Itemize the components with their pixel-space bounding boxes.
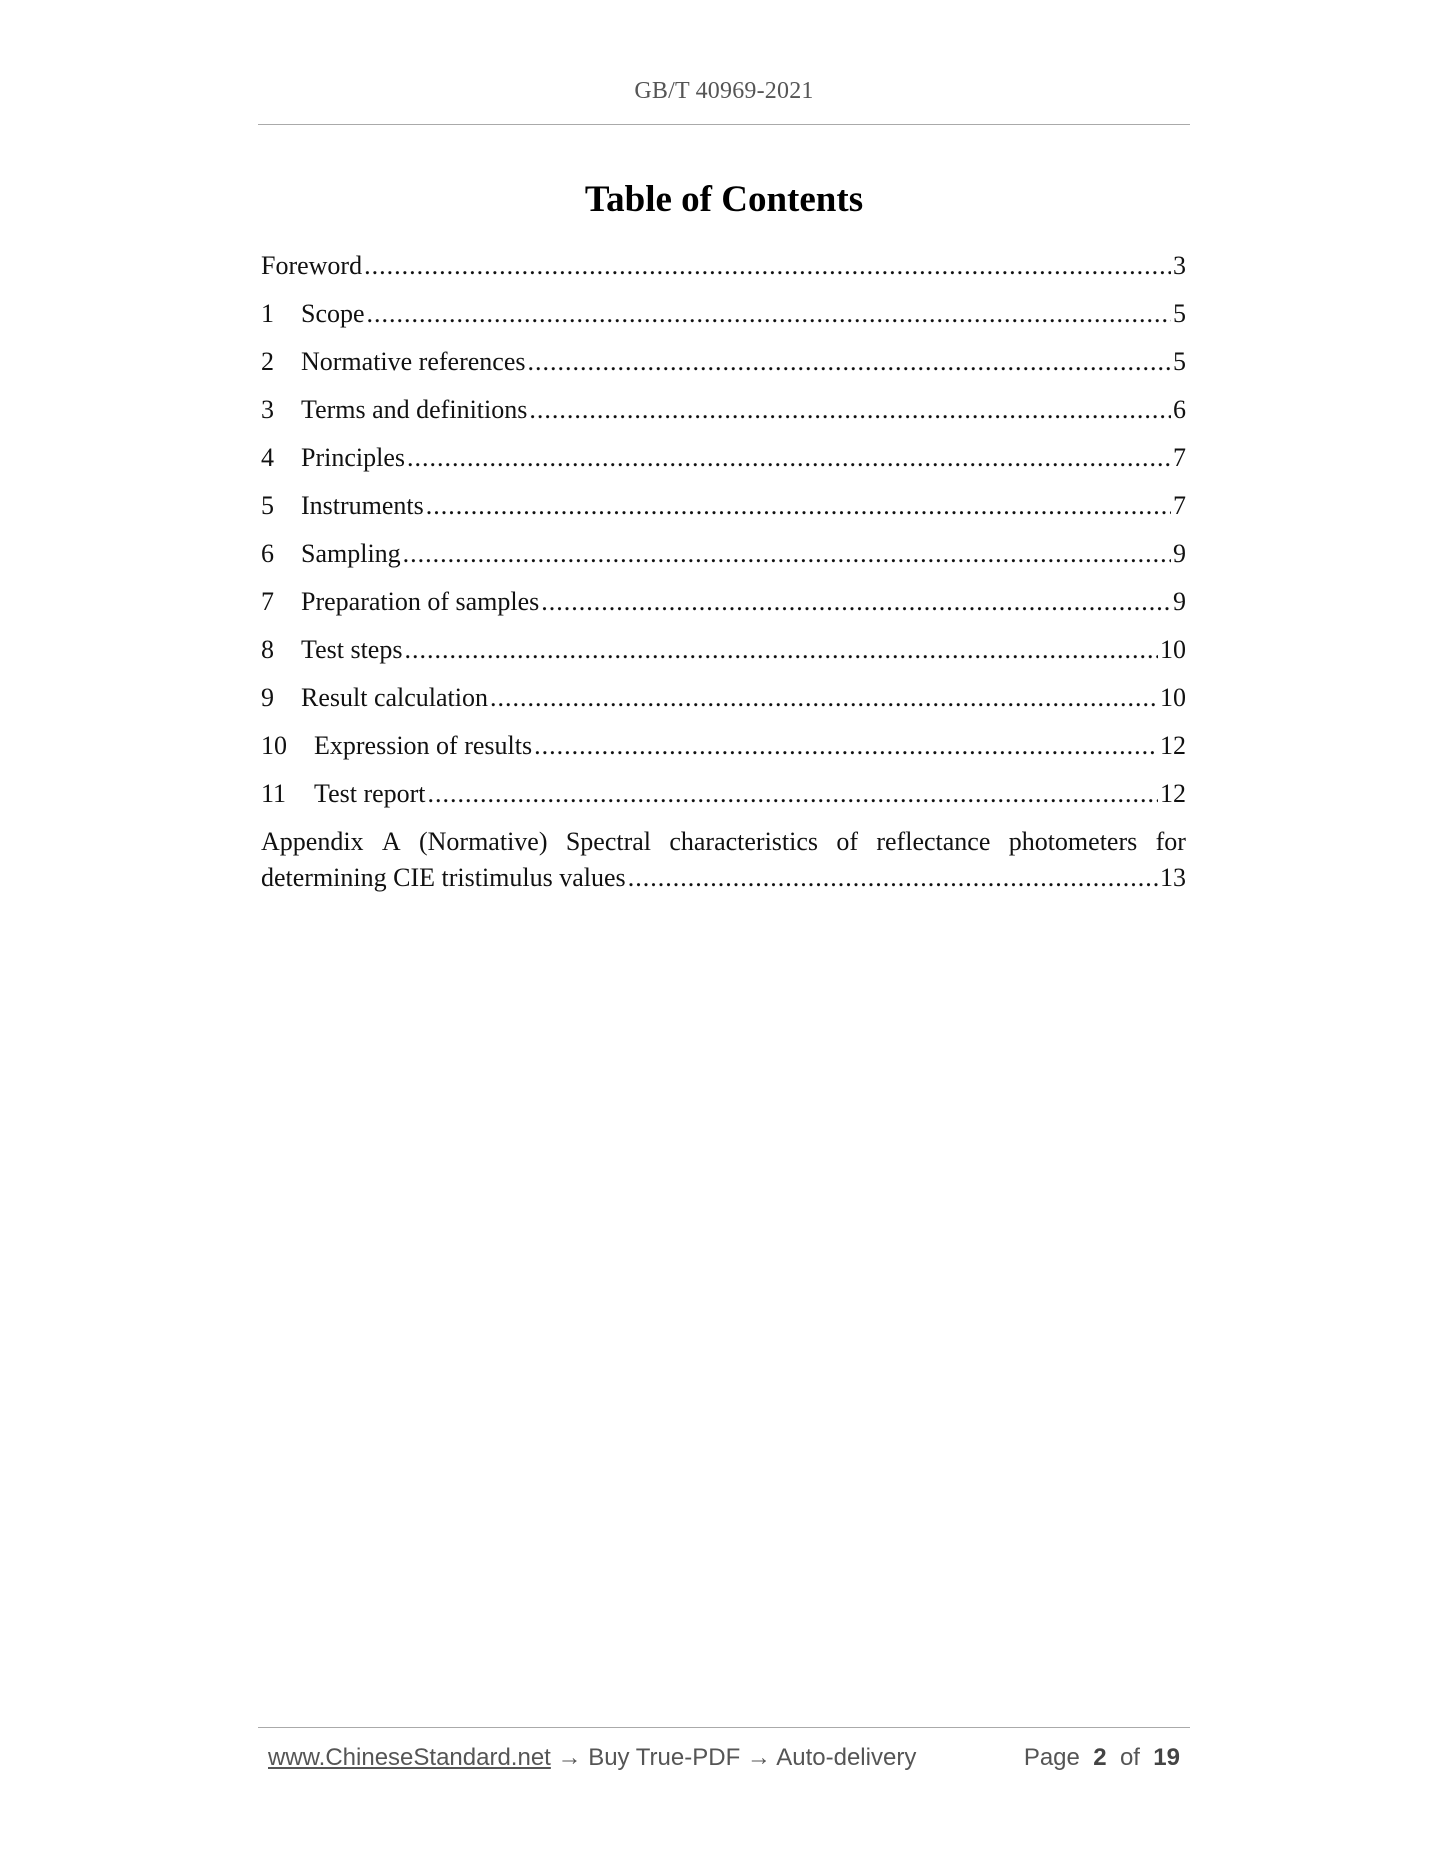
toc-entry-number: 8 [261,635,274,664]
toc-entry-appendix-a[interactable] [261,824,1186,908]
table-of-contents [261,248,1186,908]
toc-entry-test-report[interactable] [261,776,1186,824]
appendix-word: (Normative) [418,827,548,856]
toc-entry-label: Scope [301,299,365,328]
toc-entry-terms-and-definitions[interactable] [261,392,1186,440]
total-page-count: 19 [1153,1744,1180,1771]
toc-entry-label: Terms and definitions [301,395,528,424]
toc-entry-number: 10 [261,731,287,760]
toc-entry-page: 5 [1173,299,1186,328]
toc-entry-result-calculation[interactable] [261,680,1186,728]
appendix-title-line-2 [261,860,1186,908]
toc-entry-page: 12 [1160,731,1186,760]
toc-entry-page: 12 [1160,779,1186,808]
toc-leader-dots [367,296,1171,332]
auto-delivery-text: Auto-delivery [776,1744,917,1771]
toc-leader-dots [403,536,1171,572]
toc-entry-sampling[interactable] [261,536,1186,584]
toc-entry-label: Test report [314,779,426,808]
toc-entry-label: Instruments [301,491,424,520]
toc-entry-page: 9 [1173,587,1186,616]
arrow-right-icon: → [746,1744,771,1771]
toc-entry-test-steps[interactable] [261,632,1186,680]
toc-leader-dots [404,632,1158,668]
toc-entry-label: Normative references [301,347,526,376]
toc-entry-instruments[interactable] [261,488,1186,536]
toc-entry-number: 4 [261,443,274,472]
appendix-word: reflectance [876,827,991,856]
toc-entry-preparation-of-samples[interactable] [261,584,1186,632]
toc-entry-label: Expression of results [314,731,533,760]
toc-leader-dots [407,440,1171,476]
current-page-number: 2 [1093,1744,1107,1771]
toc-entry-page: 7 [1173,443,1186,472]
appendix-title-line-1 [261,824,1186,860]
toc-entry-page: 3 [1173,251,1186,280]
toc-entry-scope[interactable] [261,296,1186,344]
toc-entry-label: Preparation of samples [301,587,540,616]
page-title: Table of Contents [584,179,864,220]
website-link[interactable]: www.ChineseStandard.net [268,1744,551,1771]
appendix-word: A [381,827,401,856]
toc-leader-dots [628,860,1158,896]
toc-leader-dots [529,392,1171,428]
toc-leader-dots [534,728,1158,764]
toc-leader-dots [490,680,1158,716]
toc-entry-principles[interactable] [261,440,1186,488]
toc-entry-page: 9 [1173,539,1186,568]
toc-entry-number: 5 [261,491,274,520]
document-code-header: GB/T 40969-2021 [634,78,814,104]
toc-entry-page: 10 [1160,683,1186,712]
toc-entry-page: 10 [1160,635,1186,664]
toc-entry-number: 7 [261,587,274,616]
toc-entry-number: 11 [261,779,287,808]
toc-leader-dots [364,248,1171,284]
arrow-right-icon: → [557,1744,582,1771]
toc-entry-label: Test steps [301,635,403,664]
appendix-word: for [1155,827,1186,856]
buy-true-pdf-link[interactable]: Buy True-PDF [588,1744,741,1771]
page-footer [268,1744,1180,1772]
toc-entry-number: 1 [261,299,274,328]
appendix-word: of [836,827,859,856]
toc-entry-foreword[interactable] [261,248,1186,296]
toc-entry-expression-of-results[interactable] [261,728,1186,776]
appendix-word: Spectral [565,827,652,856]
toc-entry-page: 7 [1173,491,1186,520]
toc-entry-number: 2 [261,347,274,376]
toc-entry-page: 5 [1173,347,1186,376]
toc-entry-label: determining CIE tristimulus values [261,863,626,892]
toc-leader-dots [426,488,1171,524]
toc-entry-number: 3 [261,395,274,424]
appendix-word: Appendix [261,827,364,856]
page-word: Page [1023,1744,1080,1771]
toc-entry-number: 6 [261,539,274,568]
toc-leader-dots [527,344,1171,380]
toc-entry-label: Sampling [301,539,401,568]
page-indicator [1024,1744,1180,1772]
toc-entry-normative-references[interactable] [261,344,1186,392]
toc-entry-label: Principles [301,443,405,472]
toc-leader-dots [428,776,1158,812]
of-word: of [1119,1744,1140,1771]
toc-entry-label: Result calculation [301,683,489,712]
appendix-word: characteristics [669,827,819,856]
toc-entry-page: 13 [1160,863,1186,892]
toc-entry-number: 9 [261,683,274,712]
appendix-word: photometers [1008,827,1138,856]
toc-leader-dots [541,584,1171,620]
header-divider [258,124,1190,125]
toc-entry-page: 6 [1173,395,1186,424]
footer-divider [258,1727,1190,1728]
toc-entry-label: Foreword [261,251,363,280]
